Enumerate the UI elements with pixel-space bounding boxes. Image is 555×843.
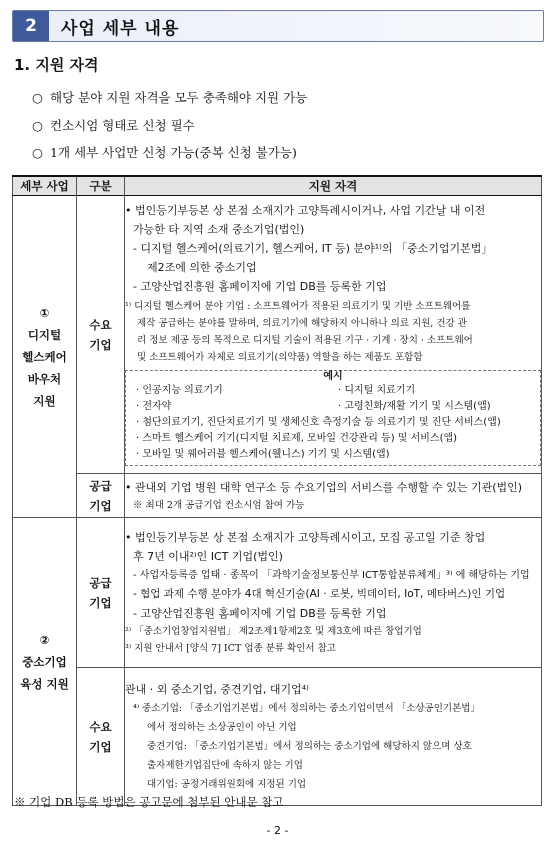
- category-demand: 수요 기업: [77, 668, 125, 806]
- project-digital-healthcare: ① 디지털 헬스케어 바우처 지원: [13, 196, 77, 518]
- category-supply: 공급 기업: [77, 474, 125, 518]
- demand-qualification: 관내 · 외 중소기업, 중견기업, 대기업⁴⁾ ⁴⁾ 중소기업: 「중소기업기본법」에서 정의하는 중소기업이면서 「소상공인기본법」 에서 정의하는 소상공인이 아닌 기업 중견기업: 「중소기업기본법」에서 정의하는 중소기업에 해당하지 않으며 상호 출자제한기업집단에 속하지 않는 기업 대기업: 공정거래위원회에 지정된 기업: [125, 668, 542, 806]
- header-project: 세부 사업: [13, 176, 77, 196]
- project-sme-growth: ② 중소기업 육성 지원: [13, 518, 77, 806]
- section-number: 2: [13, 11, 49, 41]
- page-number: - 2 -: [266, 824, 289, 837]
- supply-qualification: • 법인등기부등본 상 본점 소재지가 고양특례시이고, 모집 공고일 기준 창업 후 7년 이내²⁾인 ICT 기업(법인) - 사업자등록증 업태 · 종목이 「과학기술정보통신부 ICT통합분류체계」³⁾ 에 해당하는 기업 - 협업 과제 수행 분야가 4대 혁신기술(AI · 로봇, 빅데이터, IoT, 메타버스)인 기업 - 고양산업진흥원 홈페이지에 기업 DB를 등록한 기업 ²⁾ 「중소기업창업지원법」 제2조제1항제2호 및 제3호에 따른 창업기업 ³⁾ 지원 안내서 [양식 7] ICT 업종 분류 확인서 참고: [125, 518, 542, 668]
- footnote-db-registration: ※ 기업 DB 등록 방법은 공고문에 첨부된 안내문 참고: [14, 795, 284, 809]
- category-supply: 공급 기업: [77, 518, 125, 668]
- bullet-item: ○ 컨소시엄 형태로 신청 필수: [32, 118, 195, 133]
- section-title: 사업 세부 내용: [61, 18, 180, 39]
- footnote-1: ¹⁾ 디지털 헬스케어 분야 기업 : 소프트웨어가 적용된 의료기기 및 기반 소프트웨어를 제작 공급하는 분야를 말하며, 의료기기에 해당하지 아니하나 의료 지원, 건강 관 리 정보 제공 등의 목적으로 디지털 기술이 적용된 기구 · 기계 · 장치 · 소프트웨어 및 소프트웨어가 자체로 의료기기(의약품) 역할을 하는 제품도 포함함: [125, 301, 473, 363]
- eligibility-table: [12, 175, 542, 806]
- subsection-heading: 1. 지원 자격: [14, 56, 99, 74]
- demand-qualification: • 법인등기부등본 상 본점 소재지가 고양특례시이거나, 사업 기간날 내 이전 가능한 타 지역 소재 중소기업(법인) - 디지털 헬스케어(의료기기, 헬스케어, IT 등) 분야¹⁾의 「중소기업기본법」 제2조에 의한 중소기업 - 고양산업진흥원 홈페이지에 기업 DB를 등록한 기업 ¹⁾ 디지털 헬스케어 분야 기업 : 소프트웨어가 적용된 의료기기 및 기반 소프트웨어를 제작 공급하는 분야를 말하며, 의료기기에 해당하지 아니하나 의료 지원, 건강 관 리 정보 제공 등의 목적으로 디지털 기술이 적용된 기구 · 기계 · 장치 · 소프트웨어 및 소프트웨어가 자체로 의료기기(의약품) 역할을 하는 제품도 포함함 예시 · 인공지능 의료기기 · 디지털 치료기기 · 전자약 · 고령친화/재활 기기 및 시스템(앱) · 첨단의료기기, 진단치료기기 및 생체신호 측정기술 등 의료기기 및 진단 서비스(앱) · 스마트 헬스케어 기기(디지털 치료제, 모바일 건강관리 등) 및 서비스(앱) · 모바일 및 웨어러블 헬스케어(웰니스) 기기 및 시스템(앱): [125, 196, 542, 474]
- example-box: 예시 · 인공지능 의료기기 · 디지털 치료기기 · 전자약 · 고령친화/재활 기기 및 시스템(앱) · 첨단의료기기, 진단치료기기 및 생체신호 측정기술 등 의료기기 및 진단 서비스(앱) · 스마트 헬스케어 기기(디지털 치료제, 모바일 건강관리 등) 및 서비스(앱) · 모바일 및 웨어러블 헬스케어(웰니스) 기기 및 시스템(앱): [125, 370, 541, 466]
- header-category: 구분: [77, 176, 125, 196]
- supply-qualification: • 관내외 기업 병원 대학 연구소 등 수요기업의 서비스를 수행할 수 있는 기관(법인) ※ 최대 2개 공급기업 컨소시엄 참여 가능: [125, 474, 542, 518]
- bullet-item: ○ 해당 분야 지원 자격을 모두 충족해야 지원 가능: [32, 90, 308, 105]
- header-qualification: 지원 자격: [125, 176, 542, 196]
- bullet-item: ○ 1개 세부 사업만 신청 가능(중복 신청 불가능): [32, 145, 297, 160]
- section-banner: [12, 10, 544, 42]
- footnote-4: ⁴⁾ 중소기업: 「중소기업기본법」에서 정의하는 중소기업이면서 「소상공인기본법」 에서 정의하는 소상공인이 아닌 기업 중견기업: 「중소기업기본법」에서 정의하는 중소기업에 해당하지 않으며 상호 출자제한기업집단에 속하지 않는 기업 대기업: 공정거래위원회에 지정된 기업: [133, 702, 480, 790]
- category-demand: 수요 기업: [77, 196, 125, 474]
